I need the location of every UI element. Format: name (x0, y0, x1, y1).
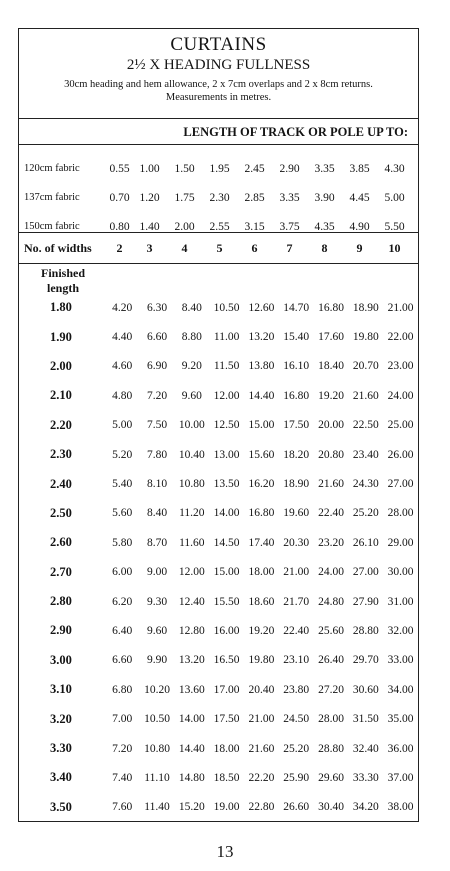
fabric-amount-cell: 4.40 (112, 331, 133, 344)
fabric-amount-cell: 29.60 (318, 771, 344, 784)
widths-cell: 8 (321, 240, 328, 255)
fabric-amount-cell: 18.00 (248, 566, 275, 579)
fabric-amount-cell: 20.70 (352, 360, 379, 373)
finished-length-value: 3.20 (49, 711, 72, 726)
fabric-amount-cell: 11.50 (213, 360, 240, 373)
fabric-amount-cell: 19.00 (213, 801, 240, 814)
finished-length-value: 3.30 (49, 741, 72, 756)
fabric-amount-cell: 22.20 (248, 771, 275, 784)
fabric-amount-cells (103, 419, 418, 431)
fabric-amount-cells (103, 390, 418, 402)
finished-length-value: 2.30 (49, 447, 72, 462)
fabric-amount-cell: 20.00 (318, 419, 344, 432)
widths-cell: 10 (388, 240, 401, 255)
fabric-amount-cell: 17.60 (318, 331, 344, 344)
widths-cell: 9 (356, 240, 363, 255)
fabric-amount-cell: 9.60 (146, 624, 168, 637)
fabric-amount-cell: 23.80 (283, 683, 310, 696)
fabric-amount-cell: 10.80 (178, 478, 205, 491)
fabric-amount-cell: 26.10 (352, 536, 379, 549)
fabric-amount-cell: 18.90 (352, 301, 379, 314)
fabric-amount-cell: 7.00 (112, 713, 133, 726)
track-length-cell: 3.35 (314, 162, 335, 175)
widths-label: No. of widths (24, 240, 92, 255)
table-row (19, 616, 418, 645)
fabric-amount-cell: 27.20 (318, 683, 344, 696)
table-row (19, 499, 418, 528)
track-length-cell: 5.50 (384, 220, 405, 233)
finished-length-value: 2.10 (49, 388, 72, 403)
table-row (19, 558, 418, 587)
finished-length-value: 2.50 (49, 505, 72, 520)
fabric-amount-cell: 7.20 (146, 389, 168, 402)
fabric-amount-cell: 5.20 (112, 448, 133, 461)
fabric-amount-cell: 10.20 (144, 683, 170, 696)
page-subtitle: 2½ X HEADING FULLNESS (126, 57, 311, 73)
finished-length-label (19, 264, 107, 296)
fabric-amount-cell: 23.20 (318, 536, 344, 549)
fabric-amount-cell: 8.80 (181, 331, 202, 344)
fabric-amount-cells (103, 596, 418, 608)
table-row (19, 734, 418, 763)
fabric-amount-cell: 34.00 (387, 683, 414, 696)
fabric-amount-cell: 10.50 (213, 301, 240, 314)
fabric-amount-cell: 15.00 (213, 566, 240, 579)
fabric-amount-cell: 11.10 (144, 771, 170, 784)
fabric-amount-cell: 19.20 (318, 389, 344, 402)
table-row (19, 411, 418, 440)
fabric-amount-cell: 13.60 (178, 683, 205, 696)
track-length-cell: 0.55 (109, 162, 130, 175)
allowance-note-line1: 30cm heading and hem allowance, 2 x 7cm overlaps and 2 x 8cm returns. (64, 79, 373, 90)
fabric-amount-cell: 14.00 (178, 713, 205, 726)
fabric-amount-cell: 16.80 (318, 301, 344, 314)
fabric-amount-cell: 27.00 (352, 566, 379, 579)
fabric-amount-cell: 17.00 (213, 683, 240, 696)
fabric-row (19, 183, 418, 212)
track-length-cell: 3.90 (314, 191, 335, 204)
track-length-cell: 4.90 (349, 220, 370, 233)
fabric-amount-cell: 28.80 (352, 624, 379, 637)
fabric-amount-cell: 12.60 (248, 301, 275, 314)
finished-length-value: 2.20 (49, 417, 72, 432)
finished-length-value: 1.80 (49, 300, 72, 315)
track-length-cell: 3.85 (349, 162, 370, 175)
track-length-cell: 3.35 (279, 191, 300, 204)
widths-cell: 7 (286, 240, 293, 255)
fabric-amount-cell: 31.00 (387, 595, 414, 608)
fabric-amount-cell: 24.00 (318, 566, 344, 579)
track-length-cell: 0.80 (109, 220, 130, 233)
fabric-amount-cell: 13.20 (178, 654, 205, 667)
fabric-amount-cell: 24.80 (318, 595, 344, 608)
table-row (19, 528, 418, 557)
fabric-amount-cell: 14.00 (213, 507, 240, 520)
fabric-amount-cell: 26.40 (318, 654, 344, 667)
fabric-amount-cell: 23.40 (352, 448, 379, 461)
fabric-amount-cells (103, 331, 418, 343)
fabric-amount-cell: 6.30 (146, 301, 168, 314)
fabric-amount-cell: 26.00 (387, 448, 414, 461)
fabric-amount-cells (103, 654, 418, 666)
fabric-amount-cell: 16.50 (213, 654, 240, 667)
track-length-cell: 1.95 (209, 162, 230, 175)
fabric-amount-cell: 21.60 (318, 478, 344, 491)
fabric-amount-cell: 17.50 (213, 713, 240, 726)
fabric-amount-cell: 8.10 (146, 478, 168, 491)
finished-length-value: 2.70 (49, 564, 72, 579)
fabric-amount-cell: 22.00 (387, 331, 414, 344)
fabric-amount-cell: 32.40 (352, 742, 379, 755)
finished-label-line1: Finished (40, 266, 85, 280)
finished-length-value: 3.40 (49, 770, 72, 785)
track-length-cell: 4.30 (384, 162, 405, 175)
fabric-amount-cell: 12.50 (213, 419, 240, 432)
fabric-values (107, 163, 418, 175)
fabric-amount-cell: 19.80 (352, 331, 379, 344)
fabric-amount-cell: 13.00 (213, 448, 240, 461)
fabric-amount-cell: 34.20 (352, 801, 379, 814)
fabric-values (107, 221, 418, 233)
fabric-amount-cell: 15.00 (248, 419, 275, 432)
fabric-amount-cell: 4.80 (112, 389, 133, 402)
track-length-cell: 2.45 (244, 162, 265, 175)
fabric-amount-cell: 22.80 (248, 801, 275, 814)
fabric-amount-cells (103, 684, 418, 696)
length-rows (19, 293, 418, 822)
fabric-amount-cell: 7.40 (112, 771, 133, 784)
fabric-row (19, 154, 418, 183)
fabric-amount-cell: 17.40 (248, 536, 275, 549)
finished-length-value: 3.00 (49, 652, 72, 667)
fabric-amount-cell: 21.60 (352, 389, 379, 402)
fabric-amount-cell: 24.30 (352, 478, 379, 491)
fabric-amount-cell: 21.00 (283, 566, 310, 579)
fabric-amount-cell: 16.80 (248, 507, 275, 520)
fabric-amount-cell: 5.60 (112, 507, 133, 520)
fabric-amount-cell: 36.00 (387, 742, 414, 755)
fabric-amount-cell: 10.40 (178, 448, 205, 461)
table-row (19, 763, 418, 792)
fabric-amount-cell: 30.40 (318, 801, 344, 814)
fabric-amount-cell: 14.70 (283, 301, 310, 314)
fabric-amount-cell: 12.00 (178, 566, 205, 579)
fabric-amount-cell: 16.20 (248, 478, 275, 491)
fabric-amount-cell: 10.50 (144, 713, 170, 726)
track-length-cell: 3.15 (244, 220, 265, 233)
table-row (19, 352, 418, 381)
finished-length-value: 2.40 (49, 476, 72, 491)
fabric-amount-cell: 6.40 (112, 624, 133, 637)
fabric-values (107, 192, 418, 204)
fabric-amount-cell: 5.00 (112, 419, 133, 432)
fabric-amount-cell: 25.60 (318, 624, 344, 637)
track-length-cell: 0.70 (109, 191, 130, 204)
fabric-amount-cell: 5.40 (112, 478, 133, 491)
track-length-cell: 4.45 (349, 191, 370, 204)
page-number: 13 (216, 842, 234, 861)
fabric-amount-cell: 22.50 (352, 419, 379, 432)
fabric-amount-cell: 21.60 (248, 742, 275, 755)
fabric-amount-cell: 15.40 (283, 331, 310, 344)
fabric-amount-cell: 11.40 (144, 801, 170, 814)
fabric-amount-cell: 20.30 (283, 536, 310, 549)
fabric-amount-cell: 9.00 (146, 566, 168, 579)
fabric-amount-cell: 24.00 (387, 389, 414, 402)
curtain-table-frame (18, 28, 419, 822)
table-row (19, 793, 418, 822)
fabric-amount-cell: 13.50 (213, 478, 240, 491)
fabric-amount-cell: 7.20 (112, 742, 133, 755)
fabric-amount-cell: 9.20 (181, 360, 202, 373)
fabric-amount-cells (103, 507, 418, 519)
fabric-amount-cell: 25.00 (387, 419, 414, 432)
finished-length-value: 2.90 (49, 623, 72, 638)
fabric-amount-cell: 21.00 (248, 713, 275, 726)
fabric-amount-cell: 25.20 (352, 507, 379, 520)
fabric-amount-cell: 14.80 (178, 771, 205, 784)
fabric-amount-cell: 28.00 (387, 507, 414, 520)
fabric-amount-cell: 18.50 (213, 771, 240, 784)
track-length-cell: 2.55 (209, 220, 230, 233)
fabric-amount-cell: 29.70 (352, 654, 379, 667)
fabric-amount-cell: 19.60 (283, 507, 310, 520)
fabric-amount-cell: 26.60 (283, 801, 310, 814)
widths-cell: 6 (251, 240, 258, 255)
fabric-amount-cell: 7.50 (146, 419, 168, 432)
allowance-note (19, 78, 418, 104)
fabric-amount-cell: 38.00 (387, 801, 414, 814)
track-length-cell: 2.85 (244, 191, 265, 204)
fabric-amount-cell: 11.00 (213, 331, 240, 344)
fabric-amount-cell: 28.00 (318, 713, 344, 726)
table-row (19, 675, 418, 704)
fabric-amount-cell: 37.00 (387, 771, 414, 784)
fabric-amount-cell: 20.40 (248, 683, 275, 696)
fabric-amount-cell: 11.20 (179, 507, 205, 520)
fabric-amount-cells (103, 478, 418, 490)
widths-row (19, 233, 418, 264)
fabric-amount-cell: 20.80 (318, 448, 344, 461)
allowance-note-line2: Measurements in metres. (165, 92, 272, 103)
fabric-amount-cell: 31.50 (352, 713, 379, 726)
track-length-cell: 1.40 (139, 220, 160, 233)
fabric-amount-cell: 18.90 (283, 478, 310, 491)
fabric-amount-cell: 21.70 (283, 595, 310, 608)
fabric-amount-cell: 12.00 (213, 389, 240, 402)
fabric-amount-cells (103, 566, 418, 578)
fabric-amount-cell: 29.00 (387, 536, 414, 549)
fabric-amount-cell: 8.40 (181, 301, 202, 314)
finished-length-value: 2.60 (49, 535, 72, 550)
fabric-amount-cell: 13.80 (248, 360, 275, 373)
table-row (19, 381, 418, 410)
fabric-width-block (19, 145, 418, 233)
fabric-amount-cells (103, 302, 418, 314)
fabric-amount-cell: 7.60 (112, 801, 133, 814)
fabric-amount-cell: 15.60 (248, 448, 275, 461)
fabric-amount-cell: 33.00 (387, 654, 414, 667)
fabric-label: 137cm fabric (24, 192, 80, 203)
fabric-amount-cell: 18.40 (318, 360, 344, 373)
fabric-amount-cell: 16.80 (283, 389, 310, 402)
fabric-amount-cell: 25.90 (283, 771, 310, 784)
fabric-amount-cell: 8.70 (146, 536, 168, 549)
fabric-amount-cell: 23.10 (283, 654, 310, 667)
track-length-cell: 2.00 (174, 220, 195, 233)
track-length-cell: 2.30 (209, 191, 230, 204)
fabric-amount-cell: 6.00 (112, 566, 133, 579)
fabric-amount-cell: 28.80 (318, 742, 344, 755)
widths-cell: 5 (216, 240, 223, 255)
fabric-amount-cell: 4.20 (112, 301, 133, 314)
fabric-amount-cell: 10.00 (178, 419, 205, 432)
widths-cells (107, 241, 418, 256)
fabric-amount-cell: 18.00 (213, 742, 240, 755)
fabric-amount-cell: 6.80 (112, 683, 133, 696)
finished-length-value: 3.50 (49, 799, 72, 814)
fabric-amount-cell: 19.80 (248, 654, 275, 667)
track-length-cell: 1.75 (174, 191, 195, 204)
fabric-amount-cells (103, 537, 418, 549)
fabric-amount-cell: 13.20 (248, 331, 275, 344)
fabric-amount-cells (103, 449, 418, 461)
fabric-amount-cell: 16.00 (213, 624, 240, 637)
fabric-amount-cell: 9.30 (146, 595, 168, 608)
fabric-amount-cell: 7.80 (146, 448, 168, 461)
fabric-label: 150cm fabric (24, 221, 80, 232)
fabric-amount-cell: 22.40 (283, 624, 310, 637)
fabric-amount-cell: 6.60 (112, 654, 133, 667)
finished-label-line2: length (46, 281, 79, 295)
table-header (19, 29, 418, 119)
fabric-amount-cell: 15.50 (213, 595, 240, 608)
widths-cell: 2 (116, 240, 123, 255)
track-length-cell: 3.75 (279, 220, 300, 233)
fabric-amount-cell: 5.80 (112, 536, 133, 549)
table-row (19, 587, 418, 616)
fabric-amount-cell: 23.00 (387, 360, 414, 373)
table-row (19, 440, 418, 469)
table-row (19, 469, 418, 498)
table-row (19, 646, 418, 675)
widths-cell: 3 (146, 240, 153, 255)
fabric-amount-cell: 6.20 (112, 595, 133, 608)
fabric-amount-cell: 27.00 (387, 478, 414, 491)
track-length-cell: 4.35 (314, 220, 335, 233)
fabric-amount-cell: 14.50 (213, 536, 240, 549)
fabric-amount-cell: 14.40 (248, 389, 275, 402)
fabric-amount-cell: 9.90 (146, 654, 168, 667)
track-length-cell: 5.00 (384, 191, 405, 204)
fabric-amount-cell: 30.00 (387, 566, 414, 579)
table-row (19, 704, 418, 733)
track-length-cell: 2.90 (279, 162, 300, 175)
track-length-cell: 1.20 (139, 191, 160, 204)
fabric-amount-cell: 19.20 (248, 624, 275, 637)
finished-length-value: 3.10 (49, 682, 72, 697)
fabric-label: 120cm fabric (24, 163, 80, 174)
fabric-amount-cells (103, 772, 418, 784)
fabric-amount-cell: 18.60 (248, 595, 275, 608)
fabric-amount-cells (103, 625, 418, 637)
fabric-amount-cell: 24.50 (283, 713, 310, 726)
fabric-amount-cell: 4.60 (112, 360, 133, 373)
fabric-amount-cell: 12.80 (178, 624, 205, 637)
fabric-amount-cells (103, 713, 418, 725)
fabric-amount-cell: 16.10 (283, 360, 310, 373)
fabric-amount-cells (103, 360, 418, 372)
fabric-amount-cell: 30.60 (352, 683, 379, 696)
fabric-amount-cell: 33.30 (352, 771, 379, 784)
widths-cell: 4 (181, 240, 188, 255)
track-length-header: LENGTH OF TRACK OR POLE UP TO: (19, 119, 418, 145)
track-length-cell: 1.00 (139, 162, 160, 175)
table-row (19, 293, 418, 322)
fabric-amount-cell: 22.40 (318, 507, 344, 520)
fabric-amount-cells (103, 743, 418, 755)
fabric-amount-cell: 6.60 (146, 331, 168, 344)
page-title: CURTAINS (170, 34, 267, 55)
fabric-amount-cell: 27.90 (352, 595, 379, 608)
fabric-amount-cell: 25.20 (283, 742, 310, 755)
fabric-amount-cell: 8.40 (146, 507, 168, 520)
finished-length-value: 2.80 (49, 594, 72, 609)
fabric-amount-cell: 35.00 (387, 713, 414, 726)
table-row (19, 322, 418, 351)
fabric-amount-cell: 10.80 (144, 742, 170, 755)
fabric-amount-cell: 14.40 (178, 742, 205, 755)
track-length-cell: 1.50 (174, 162, 195, 175)
fabric-amount-cell: 18.20 (283, 448, 310, 461)
fabric-amount-cell: 9.60 (181, 389, 202, 402)
finished-length-value: 2.00 (49, 358, 72, 373)
finished-length-value: 1.90 (49, 329, 72, 344)
fabric-amount-cell: 21.00 (387, 301, 414, 314)
fabric-amount-cell: 11.60 (179, 536, 205, 549)
fabric-amount-cell: 12.40 (178, 595, 205, 608)
fabric-amount-cells (103, 801, 418, 813)
fabric-amount-cell: 32.00 (387, 624, 414, 637)
fabric-amount-cell: 17.50 (283, 419, 310, 432)
fabric-amount-cell: 15.20 (178, 801, 205, 814)
fabric-amount-cell: 6.90 (146, 360, 168, 373)
